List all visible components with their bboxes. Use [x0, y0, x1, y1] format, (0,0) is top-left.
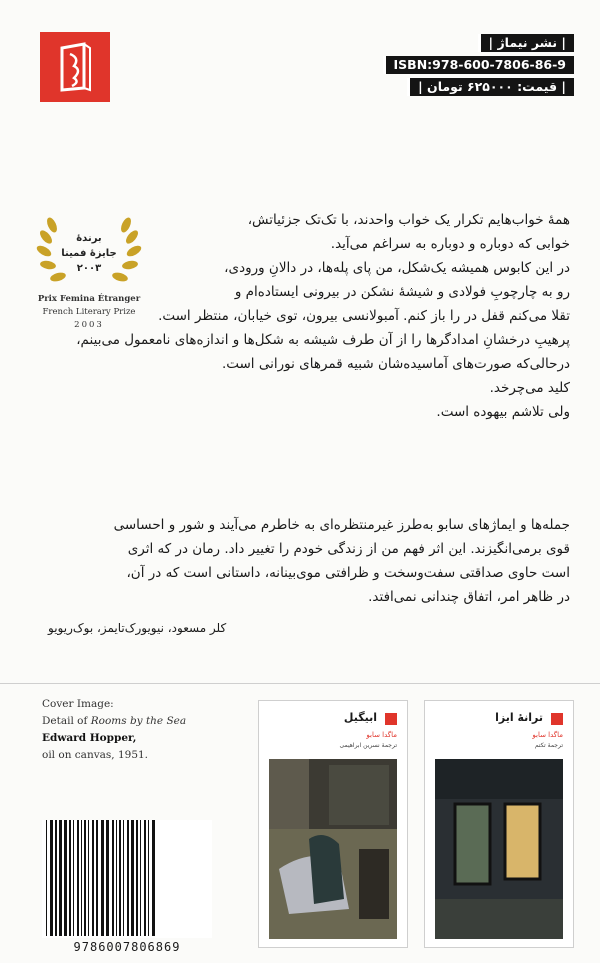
- publisher-logo: [40, 32, 110, 102]
- barcode-bar: [50, 820, 53, 936]
- svg-text:برندهٔ: برندهٔ: [76, 233, 102, 244]
- barcode-bar: [123, 820, 124, 936]
- barcode-number: 9786007806869: [73, 940, 181, 954]
- barcode-bar: [152, 820, 155, 936]
- barcode-bar: [84, 820, 86, 936]
- book-logo-icon: [551, 713, 563, 725]
- cover-image-credit: [42, 696, 186, 764]
- quote-line: است حاوی صداقتی سفت‌وسخت و ظرافتی موی‌بینانه، داستانی است که در آن،: [126, 565, 570, 581]
- barcode-bar: [55, 820, 57, 936]
- barcode-bar: [112, 820, 114, 936]
- svg-text:جایزهٔ فمینا: جایزهٔ فمینا: [61, 248, 117, 259]
- painting-icon: [269, 759, 397, 939]
- award-line-1: Prix Femina Étranger: [37, 294, 141, 304]
- barcode-bar: [119, 820, 121, 936]
- book-logo-icon: [385, 713, 397, 725]
- barcode-bar: [88, 820, 89, 936]
- barcode-bar: [92, 820, 94, 936]
- book-title: ترانهٔ ایزا: [495, 711, 543, 724]
- book-logo-icon: [40, 32, 110, 102]
- barcode-bar: [73, 820, 74, 936]
- barcode: [42, 820, 212, 954]
- divider: [0, 683, 600, 684]
- cover-painting: [435, 759, 563, 939]
- barcode-bar: [131, 820, 134, 936]
- award-seal: [22, 205, 156, 345]
- book-title: ابیگیل: [343, 711, 377, 724]
- isbn-label: ISBN:978-600-7806-86-9: [383, 56, 574, 74]
- poem-line: پرهیبِ درخشانِ امدادگرها را از آن طرف شیشه به شکل‌ها و اندازه‌های نامعمول می‌بینم،: [76, 332, 570, 348]
- cover-image-heading: Cover Image:: [42, 698, 114, 710]
- poem-line: رو به چارچوبِ فولادی و شیشهٔ نشکن در بیرونی ایستاده‌ام و: [234, 284, 570, 300]
- laurel-wreath-icon: [22, 205, 156, 293]
- barcode-bar: [144, 820, 146, 936]
- quote-line: جمله‌ها و ایماژهای سابو به‌طرز غیرمنتظره‌ای به خاطرم می‌آیند و شور و احساسی: [113, 517, 570, 533]
- poem-line: خوابی که دوباره و دوباره به سراغم می‌آید.: [330, 236, 570, 252]
- barcode-bar: [81, 820, 82, 936]
- barcode-bar: [77, 820, 79, 936]
- painting-icon: [435, 759, 563, 939]
- barcode-bar: [64, 820, 67, 936]
- book-author: ماگدا سابو: [366, 731, 397, 739]
- award-year: 2003: [74, 320, 104, 330]
- poem-line: تقلا می‌کنم قفل در را باز کنم. آمبولانسی بیرون، توی خیابان، منتظر است.: [158, 308, 570, 324]
- barcode-bar: [101, 820, 104, 936]
- poem-line: در این کابوس همیشه یک‌شکل، من پای پله‌ها، در دالانِ ورودی،: [224, 260, 570, 276]
- artist-name: Edward Hopper,: [42, 732, 137, 744]
- barcode-bar: [59, 820, 62, 936]
- poem-line: همهٔ خواب‌هایم تکرار یک خواب واحدند، با تک‌تک جزئیاتش،: [247, 212, 570, 228]
- barcode-bar: [106, 820, 109, 936]
- book-thumbnail-iza[interactable]: [424, 700, 574, 948]
- artwork-medium: oil on canvas, 1951.: [42, 749, 149, 761]
- award-line-2: French Literary Prize: [42, 307, 136, 317]
- artwork-title: Rooms by the Sea: [90, 715, 187, 727]
- barcode-bar: [136, 820, 138, 936]
- book-subtitle: ترجمهٔ نسرین ابراهیمی: [339, 742, 397, 749]
- book-author: ماگدا سابو: [532, 731, 563, 739]
- price-label: | قیمت: ۶۲۵۰۰۰ تومان |: [407, 78, 574, 96]
- barcode-bars: [42, 820, 212, 938]
- svg-text:۲۰۰۳: ۲۰۰۳: [76, 263, 102, 274]
- publisher-name: | نشر نیماژ |: [478, 34, 574, 52]
- barcode-bar: [140, 820, 141, 936]
- barcode-bar: [148, 820, 149, 936]
- poem-line: ولی تلاشم بیهوده است.: [436, 404, 570, 420]
- barcode-bar: [127, 820, 129, 936]
- cover-painting: [269, 759, 397, 939]
- poem-line: کلید می‌چرخد.: [489, 380, 570, 396]
- quote-line: در ظاهر امر، اتفاق چندانی نمی‌افتد.: [368, 589, 570, 605]
- book-subtitle: ترجمهٔ تکتم: [534, 742, 563, 749]
- review-quote: [25, 513, 570, 609]
- quote-attribution: کلر مسعود، نیویورک‌تایمز، بوک‌ریویو: [48, 621, 227, 635]
- book-thumbnail-abigail[interactable]: [258, 700, 408, 948]
- cover-image-detail: Detail of Rooms by the Sea: [42, 715, 187, 727]
- barcode-bar: [69, 820, 71, 936]
- barcode-bar: [96, 820, 98, 936]
- poem-line: درحالی‌که صورت‌های آماسیده‌شان شبیه قمرهای نورانی است.: [221, 356, 570, 372]
- barcode-bar: [46, 820, 47, 936]
- quote-line: قوی برمی‌انگیزند. این اثر فهم من از زندگی خودم را تغییر داد. رمان در که اثری: [127, 541, 570, 557]
- barcode-bar: [116, 820, 117, 936]
